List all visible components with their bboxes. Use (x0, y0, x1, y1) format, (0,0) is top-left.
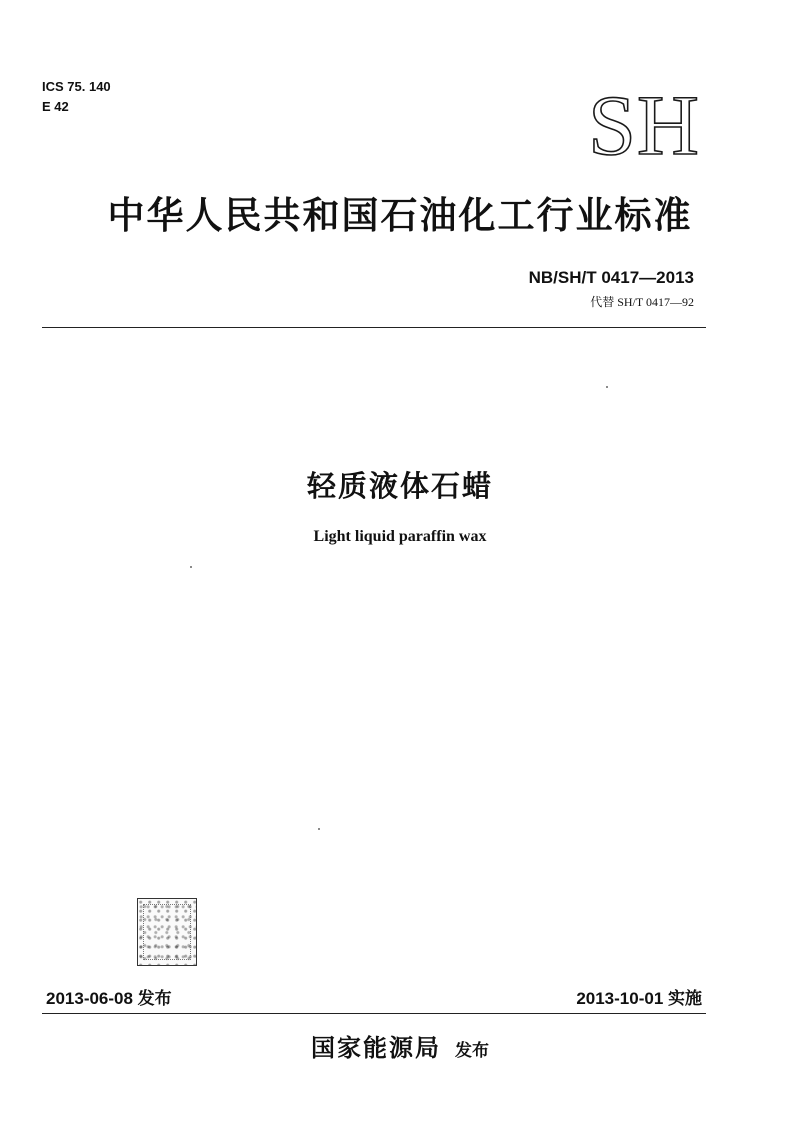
scan-speck (318, 828, 320, 830)
document-title-chinese: 轻质液体石蜡 (306, 469, 493, 503)
main-title: 中华人民共和国石油化工行业标准 (107, 194, 693, 237)
publisher-name: 国家能源局 (311, 1034, 441, 1062)
stamp-border (143, 904, 191, 960)
inspection-stamp (137, 898, 197, 966)
publisher-line (0, 1033, 800, 1067)
sh-logo: SH (588, 77, 700, 173)
top-divider (42, 327, 706, 328)
scan-speck (190, 566, 192, 568)
issue-date: 2013-06-08 发布 (46, 989, 172, 1008)
ics-code: ICS 75. 140 (42, 79, 111, 94)
standard-number: NB/SH/T 0417—2013 (528, 268, 694, 287)
bottom-divider (42, 1013, 706, 1014)
document-title-english: Light liquid paraffin wax (313, 528, 487, 545)
publish-word: 发布 (455, 1041, 489, 1061)
replaces-standard: 代替 SH/T 0417—92 (590, 295, 694, 309)
classification-code: E 42 (42, 99, 69, 114)
scan-speck (606, 386, 608, 388)
implementation-date: 2013-10-01 实施 (576, 989, 702, 1008)
